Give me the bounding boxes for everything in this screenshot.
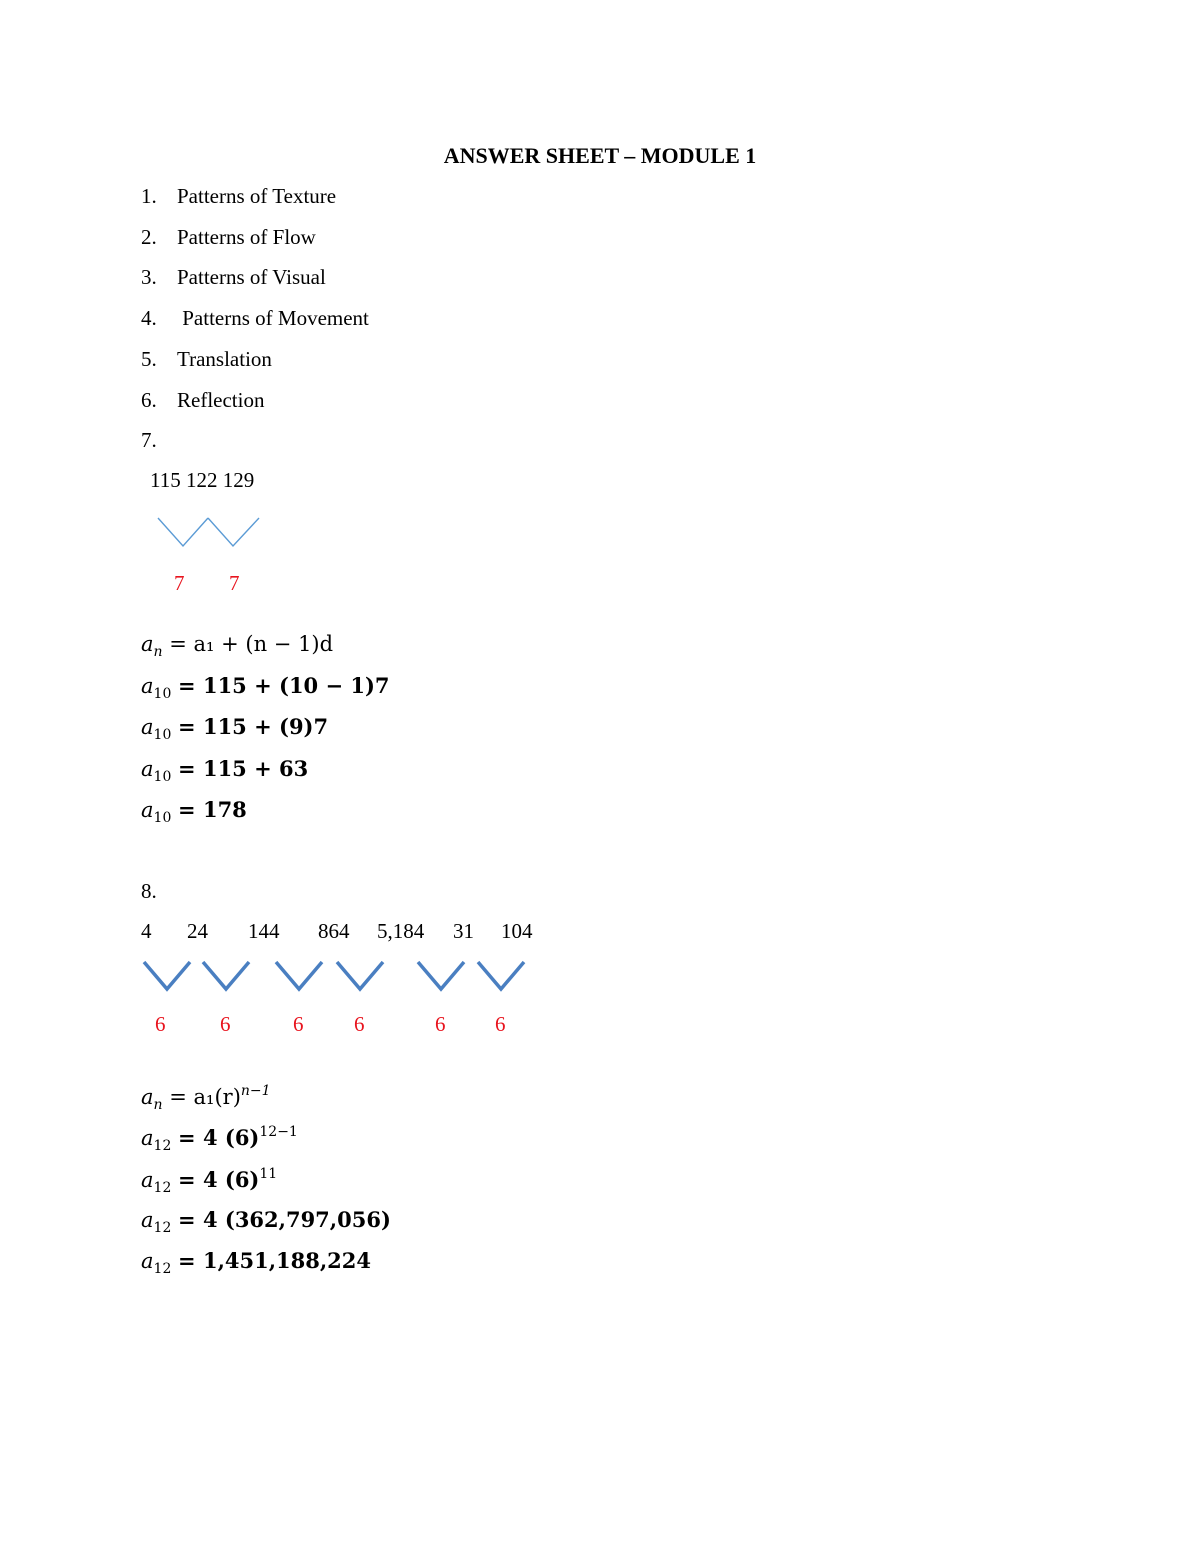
answer-4 [141, 306, 369, 331]
q8-ratio-4: 6 [354, 1012, 365, 1036]
q8-step-1: $a_{12} = 4$ $(6)^{12-1}$ [141, 1124, 298, 1154]
answer-text: Patterns of Flow [177, 225, 316, 249]
q7-formula: $a_n = a_1 + (n - 1)d$ [141, 632, 334, 660]
answer-7-number: 7. [141, 428, 157, 452]
q7-difference-1: 7 [174, 571, 185, 595]
q7-step-3: $a_{10} = 115 + 63$ [141, 756, 309, 785]
chevron-down-icon [337, 962, 383, 989]
q8-term: 5,184 [377, 919, 425, 943]
answer-text: Patterns of Texture [177, 184, 337, 208]
q8-ratio-3: 6 [293, 1012, 304, 1036]
answer-8-number: 8. [141, 879, 157, 903]
q7-difference-chevrons [155, 515, 265, 551]
answer-number: 1. [141, 184, 157, 208]
q8-step-3: $a_{12} = 4$ (362,797,056) [141, 1207, 391, 1236]
answer-2 [141, 225, 316, 250]
q8-formula: $a_n = a_1(r)^{n-1}$ [141, 1083, 271, 1113]
q8-term: 104 [501, 919, 533, 943]
answer-number: 4. [141, 306, 157, 330]
answer-1 [141, 184, 336, 209]
q8-ratio-5: 6 [435, 1012, 446, 1036]
answer-text: Translation [177, 347, 272, 371]
q8-ratio-chevrons [140, 958, 540, 998]
answer-6 [141, 388, 264, 413]
q8-ratio-2: 6 [220, 1012, 231, 1036]
chevron-down-icon [158, 518, 208, 546]
chevron-down-icon [144, 962, 190, 989]
q8-term: 144 [248, 919, 280, 943]
q8-ratio-1: 6 [155, 1012, 166, 1036]
chevron-down-icon [208, 518, 259, 546]
answer-text: Patterns of Visual [177, 265, 326, 289]
answer-number: 6. [141, 388, 157, 412]
q7-step-1: $a_{10} = 115 + (10 - 1)7$ [141, 673, 390, 702]
q8-term: 864 [318, 919, 350, 943]
q8-step-2: $a_{12} = 4$ $(6)^{11}$ [141, 1166, 278, 1196]
answer-3 [141, 265, 326, 290]
q7-step-2: $a_{10} = 115 + (9)7$ [141, 714, 329, 743]
answer-text: Patterns of Movement [177, 306, 369, 330]
q7-difference-2: 7 [229, 571, 240, 595]
chevron-down-icon [478, 962, 524, 989]
answer-number: 5. [141, 347, 157, 371]
answer-number: 2. [141, 225, 157, 249]
chevron-down-icon [418, 962, 464, 989]
q8-term: 24 [187, 919, 208, 943]
q7-step-4: $a_{10} = 178$ [141, 797, 247, 826]
chevron-down-icon [203, 962, 249, 989]
q8-step-4: $a_{12} = 1,451,188,224$ [141, 1248, 372, 1277]
answer-number: 3. [141, 265, 157, 289]
q7-sequence: 115 122 129 [150, 468, 255, 492]
q8-ratio-6: 6 [495, 1012, 506, 1036]
answer-5 [141, 347, 272, 372]
page-title: ANSWER SHEET – MODULE 1 [443, 143, 757, 168]
answer-text: Reflection [177, 388, 265, 412]
chevron-down-icon [276, 962, 322, 989]
q8-term: 4 [141, 919, 152, 943]
q8-term: 31 [453, 919, 474, 943]
